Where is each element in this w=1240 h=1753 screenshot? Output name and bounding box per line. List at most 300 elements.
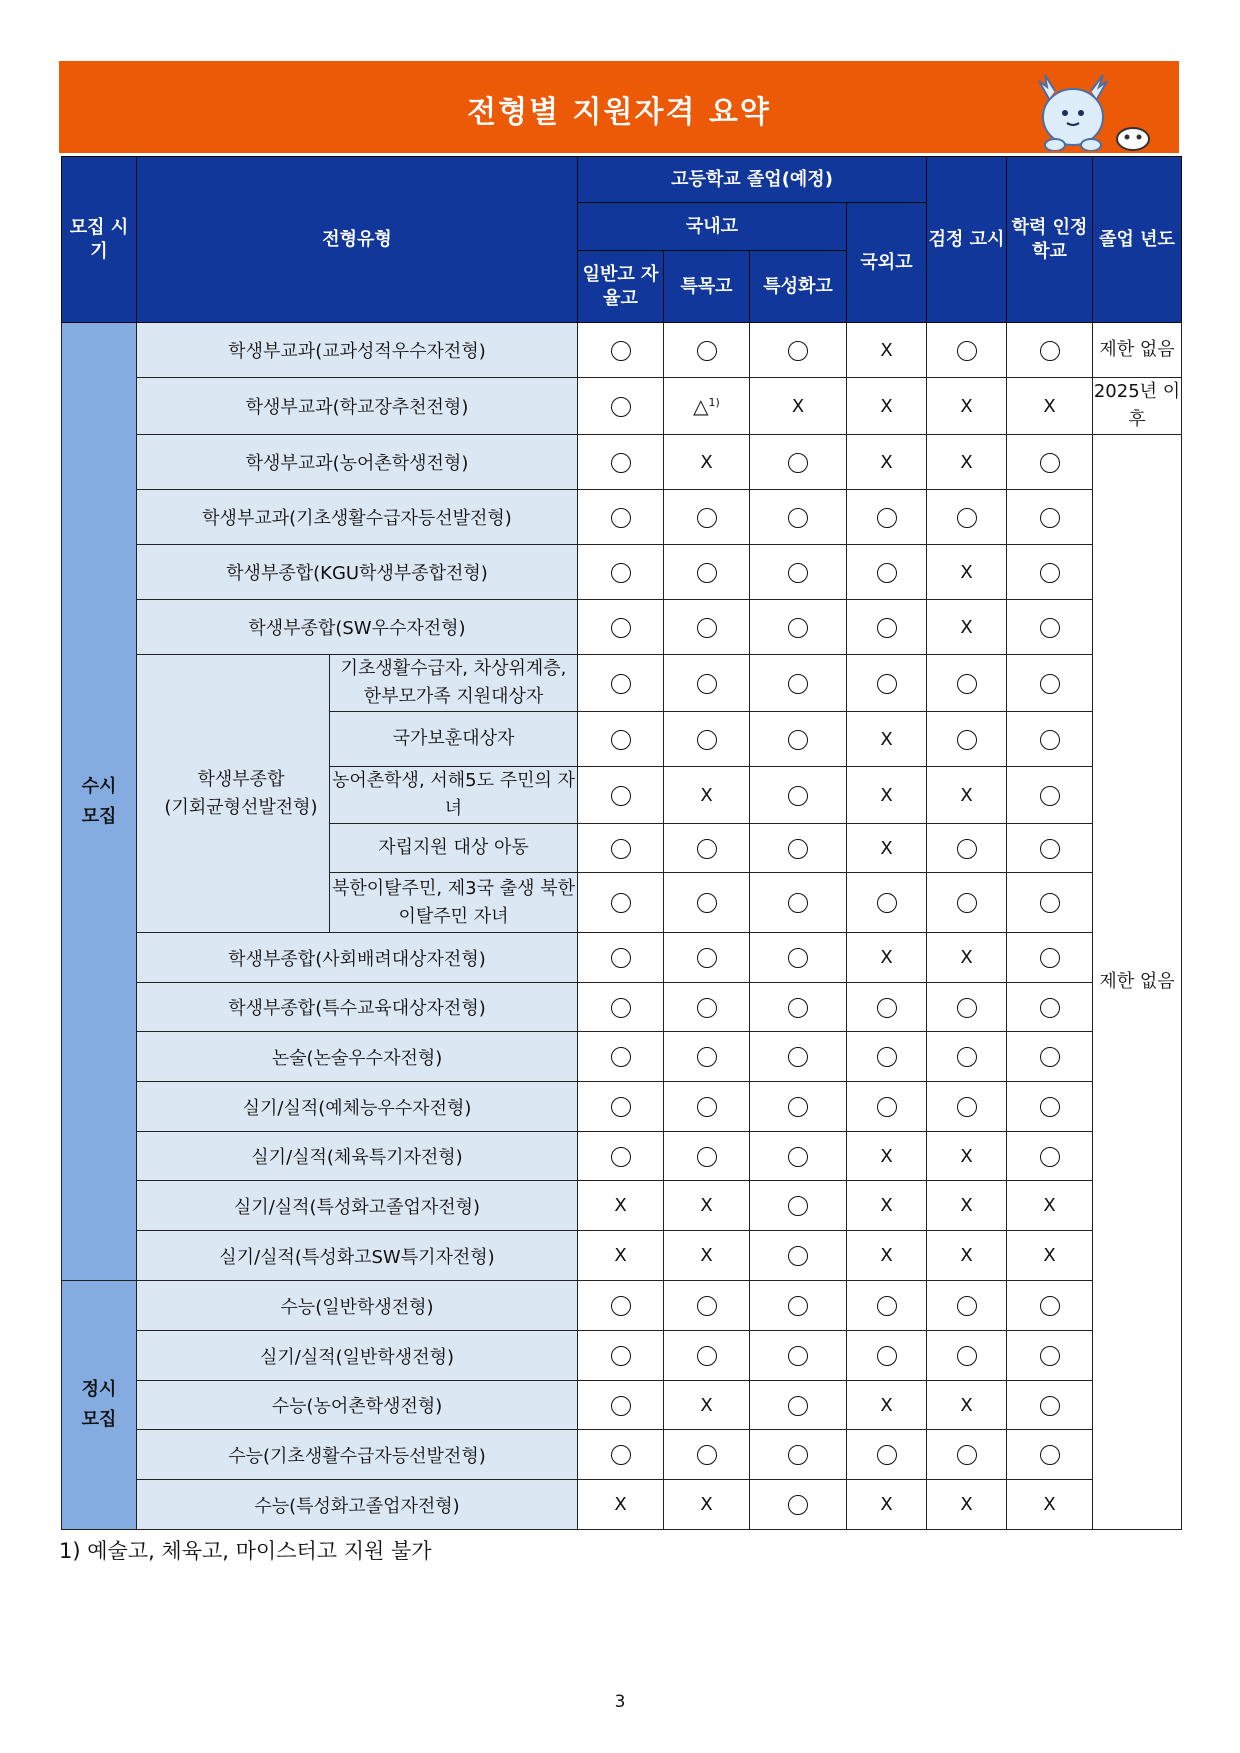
header-period: 모집 시기 <box>62 157 137 323</box>
mark-cell <box>578 435 664 490</box>
x-mark: X <box>927 378 1007 435</box>
mark-cell <box>1007 1132 1093 1181</box>
x-mark: X <box>847 1381 927 1430</box>
mark-cell <box>578 1082 664 1132</box>
mark-cell <box>927 1032 1007 1082</box>
circle-mark <box>611 893 631 913</box>
mark-cell <box>750 323 847 378</box>
circle-mark <box>611 730 631 750</box>
circle-mark <box>957 998 977 1018</box>
circle-mark <box>788 730 808 750</box>
mark-cell <box>927 712 1007 767</box>
circle-mark <box>611 786 631 806</box>
circle-mark <box>1040 1396 1060 1416</box>
circle-mark <box>788 1495 808 1515</box>
circle-mark <box>697 948 717 968</box>
mark-cell <box>664 933 750 983</box>
footnote: 1) 예술고, 체육고, 마이스터고 지원 불가 <box>59 1539 432 1563</box>
circle-mark <box>1040 839 1060 859</box>
mark-cell <box>847 1032 927 1082</box>
mark-cell <box>664 1082 750 1132</box>
mark-cell <box>927 1430 1007 1480</box>
mark-cell <box>664 1132 750 1181</box>
mark-cell <box>1007 712 1093 767</box>
circle-mark <box>1040 453 1060 473</box>
table-row <box>62 1082 1182 1132</box>
table-row <box>62 545 1182 600</box>
header-ged: 검정 고시 <box>927 157 1007 323</box>
circle-mark <box>957 341 977 361</box>
mark-cell <box>847 1281 927 1331</box>
x-mark: X <box>927 1132 1007 1181</box>
type-label: 학생부교과(학교장추천전형) <box>137 378 578 435</box>
table-row <box>62 1430 1182 1480</box>
mark-cell <box>578 600 664 655</box>
circle-mark <box>1040 618 1060 638</box>
x-mark: X <box>847 712 927 767</box>
circle-mark <box>877 674 897 694</box>
table-row <box>62 1331 1182 1381</box>
x-mark: X <box>927 435 1007 490</box>
circle-mark <box>697 341 717 361</box>
mark-cell <box>750 712 847 767</box>
mark-cell <box>750 983 847 1032</box>
type-label: 실기/실적(예체능우수자전형) <box>137 1082 578 1132</box>
header-specialized: 특성화고 <box>750 251 847 323</box>
x-mark: X <box>1007 1181 1093 1231</box>
group-label: 학생부종합 (기회균형선발전형) <box>137 655 330 933</box>
mark-cell <box>664 1430 750 1480</box>
mark-cell <box>578 545 664 600</box>
circle-mark <box>957 1346 977 1366</box>
mark-cell <box>750 435 847 490</box>
circle-mark <box>697 839 717 859</box>
mark-cell <box>578 873 664 933</box>
table-row <box>62 933 1182 983</box>
circle-mark <box>877 1047 897 1067</box>
circle-mark <box>1040 508 1060 528</box>
circle-mark <box>697 998 717 1018</box>
circle-mark <box>957 1445 977 1465</box>
circle-mark <box>877 1097 897 1117</box>
mark-cell <box>847 1082 927 1132</box>
mark-cell <box>664 323 750 378</box>
mark-cell <box>578 1430 664 1480</box>
circle-mark <box>1040 1346 1060 1366</box>
circle-mark <box>957 839 977 859</box>
mark-cell <box>927 1281 1007 1331</box>
mark-cell <box>664 712 750 767</box>
mark-cell <box>1007 983 1093 1032</box>
x-mark: X <box>847 1132 927 1181</box>
circle-mark <box>788 674 808 694</box>
table-row <box>62 1132 1182 1181</box>
table-row <box>62 435 1182 490</box>
mark-cell <box>578 1381 664 1430</box>
mark-cell <box>750 1331 847 1381</box>
mark-cell <box>578 490 664 545</box>
mark-cell <box>664 600 750 655</box>
circle-mark <box>611 998 631 1018</box>
x-mark: X <box>578 1231 664 1281</box>
x-mark: X <box>927 933 1007 983</box>
circle-mark <box>788 341 808 361</box>
type-label: 실기/실적(특성화고SW특기자전형) <box>137 1231 578 1281</box>
header-general: 일반고 자율고 <box>578 251 664 323</box>
mark-cell <box>927 655 1007 712</box>
header-domestic: 국내고 <box>578 203 847 251</box>
circle-mark <box>788 1445 808 1465</box>
mark-cell <box>1007 873 1093 933</box>
circle-mark <box>957 1097 977 1117</box>
mark-cell <box>664 983 750 1032</box>
x-mark: X <box>664 1231 750 1281</box>
circle-mark <box>697 1445 717 1465</box>
x-mark: X <box>847 378 927 435</box>
mark-cell <box>750 1381 847 1430</box>
circle-mark <box>697 1047 717 1067</box>
table-body <box>62 323 1182 1530</box>
mark-cell <box>927 323 1007 378</box>
type-label: 수능(특성화고졸업자전형) <box>137 1480 578 1530</box>
circle-mark <box>1040 1147 1060 1167</box>
circle-mark <box>611 508 631 528</box>
circle-mark <box>877 563 897 583</box>
mark-cell <box>1007 1032 1093 1082</box>
mark-cell <box>750 767 847 824</box>
x-mark: X <box>578 1480 664 1530</box>
table-row <box>62 1181 1182 1231</box>
mark-cell <box>847 1430 927 1480</box>
circle-mark <box>697 1346 717 1366</box>
circle-mark <box>1040 341 1060 361</box>
circle-mark <box>1040 998 1060 1018</box>
type-label: 수능(농어촌학생전형) <box>137 1381 578 1430</box>
subtype-label: 기초생활수급자, 차상위계층, 한부모가족 지원대상자 <box>330 655 578 712</box>
x-mark: X <box>847 1480 927 1530</box>
mark-cell <box>578 1281 664 1331</box>
grad-year-cell: 제한 없음 <box>1093 323 1182 378</box>
circle-mark <box>611 1147 631 1167</box>
mark-cell <box>847 655 927 712</box>
x-mark: X <box>847 435 927 490</box>
header-type: 전형유형 <box>137 157 578 323</box>
circle-mark <box>788 839 808 859</box>
type-label: 실기/실적(일반학생전형) <box>137 1331 578 1381</box>
circle-mark <box>697 674 717 694</box>
circle-mark <box>957 508 977 528</box>
period-susi: 수시 모집 <box>62 323 137 1281</box>
mark-cell <box>1007 655 1093 712</box>
x-mark: X <box>664 1181 750 1231</box>
mark-cell <box>578 767 664 824</box>
circle-mark <box>788 1296 808 1316</box>
header-hs-grad: 고등학교 졸업(예정) <box>578 157 927 203</box>
mark-cell <box>750 1231 847 1281</box>
mark-cell <box>750 1132 847 1181</box>
type-label: 실기/실적(특성화고졸업자전형) <box>137 1181 578 1231</box>
type-label: 수능(기초생활수급자등선발전형) <box>137 1430 578 1480</box>
x-mark: X <box>927 1480 1007 1530</box>
table-row <box>62 490 1182 545</box>
mark-cell <box>664 1281 750 1331</box>
header-grad-year: 졸업 년도 <box>1093 157 1182 323</box>
circle-mark <box>957 1047 977 1067</box>
mark-cell <box>1007 1430 1093 1480</box>
circle-mark <box>1040 1296 1060 1316</box>
mark-cell <box>750 1480 847 1530</box>
mark-cell <box>750 600 847 655</box>
mark-cell <box>664 1331 750 1381</box>
circle-mark <box>1040 563 1060 583</box>
mark-cell <box>750 1032 847 1082</box>
circle-mark <box>788 1147 808 1167</box>
circle-mark <box>611 397 631 417</box>
table-row <box>62 1480 1182 1530</box>
mark-cell <box>1007 1082 1093 1132</box>
x-mark: X <box>927 1231 1007 1281</box>
circle-mark <box>788 563 808 583</box>
mark-cell <box>750 1181 847 1231</box>
circle-mark <box>1040 786 1060 806</box>
type-label: 수능(일반학생전형) <box>137 1281 578 1331</box>
x-mark: X <box>927 767 1007 824</box>
mascot-icon <box>1025 69 1155 151</box>
type-label: 실기/실적(체육특기자전형) <box>137 1132 578 1181</box>
mark-cell <box>578 323 664 378</box>
circle-mark <box>611 948 631 968</box>
x-mark: X <box>664 1381 750 1430</box>
mark-cell <box>1007 933 1093 983</box>
x-mark: X <box>927 545 1007 600</box>
circle-mark <box>1040 893 1060 913</box>
circle-mark <box>788 618 808 638</box>
circle-mark <box>1040 1097 1060 1117</box>
mark-cell <box>847 490 927 545</box>
x-mark: X <box>927 1381 1007 1430</box>
circle-mark <box>697 893 717 913</box>
mark-cell <box>1007 490 1093 545</box>
type-label: 학생부교과(농어촌학생전형) <box>137 435 578 490</box>
circle-mark <box>1040 1047 1060 1067</box>
mark-cell <box>847 545 927 600</box>
x-mark: X <box>750 378 847 435</box>
circle-mark <box>611 453 631 473</box>
mark-cell <box>750 933 847 983</box>
x-mark: X <box>847 1181 927 1231</box>
circle-mark <box>611 341 631 361</box>
page-number: 3 <box>614 1692 626 1712</box>
triangle-mark: △ <box>693 394 709 418</box>
header-special-purpose: 특목고 <box>664 251 750 323</box>
mark-cell <box>927 983 1007 1032</box>
circle-mark <box>877 1346 897 1366</box>
mark-cell <box>927 1082 1007 1132</box>
mark-cell <box>750 1430 847 1480</box>
mark-cell <box>927 490 1007 545</box>
circle-mark <box>957 674 977 694</box>
mark-cell <box>1007 1281 1093 1331</box>
circle-mark <box>611 839 631 859</box>
mark-cell <box>664 378 750 435</box>
type-label: 학생부종합(사회배려대상자전형) <box>137 933 578 983</box>
mark-cell <box>1007 323 1093 378</box>
mark-cell <box>664 1032 750 1082</box>
grad-year-cell: 제한 없음 <box>1093 435 1182 1530</box>
table-row <box>62 655 1182 712</box>
x-mark: X <box>1007 1231 1093 1281</box>
mark-cell <box>750 1082 847 1132</box>
mark-cell <box>578 655 664 712</box>
header-foreign: 국외고 <box>847 203 927 323</box>
circle-mark <box>788 1246 808 1266</box>
table-row <box>62 600 1182 655</box>
mark-cell <box>664 545 750 600</box>
mark-cell <box>750 490 847 545</box>
circle-mark <box>697 1097 717 1117</box>
circle-mark <box>1040 1445 1060 1465</box>
mark-cell <box>578 712 664 767</box>
circle-mark <box>788 1396 808 1416</box>
circle-mark <box>788 1196 808 1216</box>
subtype-label: 농어촌학생, 서해5도 주민의 자녀 <box>330 767 578 824</box>
mark-cell <box>1007 1381 1093 1430</box>
circle-mark <box>957 730 977 750</box>
mark-cell <box>927 1331 1007 1381</box>
circle-mark <box>697 618 717 638</box>
circle-mark <box>788 508 808 528</box>
circle-mark <box>957 1296 977 1316</box>
circle-mark <box>1040 674 1060 694</box>
mark-cell <box>664 824 750 873</box>
mark-cell <box>750 824 847 873</box>
table-row <box>62 378 1182 435</box>
triangle-note: 1) <box>708 396 720 409</box>
mark-cell <box>750 545 847 600</box>
circle-mark <box>788 998 808 1018</box>
mark-cell <box>664 873 750 933</box>
mark-cell <box>847 873 927 933</box>
eligibility-table <box>61 156 1182 1530</box>
type-label: 학생부교과(교과성적우수자전형) <box>137 323 578 378</box>
circle-mark <box>877 1296 897 1316</box>
mark-cell <box>1007 545 1093 600</box>
circle-mark <box>877 618 897 638</box>
circle-mark <box>611 1396 631 1416</box>
type-label: 논술(논술우수자전형) <box>137 1032 578 1082</box>
circle-mark <box>697 508 717 528</box>
circle-mark <box>611 618 631 638</box>
circle-mark <box>788 893 808 913</box>
circle-mark <box>611 1296 631 1316</box>
x-mark: X <box>927 1181 1007 1231</box>
x-mark: X <box>664 767 750 824</box>
circle-mark <box>611 1346 631 1366</box>
mark-cell <box>578 824 664 873</box>
circle-mark <box>788 1346 808 1366</box>
circle-mark <box>877 1445 897 1465</box>
circle-mark <box>788 1097 808 1117</box>
mark-cell <box>1007 824 1093 873</box>
type-label: 학생부교과(기초생활수급자등선발전형) <box>137 490 578 545</box>
circle-mark <box>788 948 808 968</box>
x-mark: X <box>664 435 750 490</box>
grad-year-cell: 2025년 이후 <box>1093 378 1182 435</box>
mark-cell <box>578 1331 664 1381</box>
mark-cell <box>847 983 927 1032</box>
mark-cell <box>750 873 847 933</box>
mark-cell <box>1007 600 1093 655</box>
mark-cell <box>1007 767 1093 824</box>
circle-mark <box>697 563 717 583</box>
circle-mark <box>697 1147 717 1167</box>
type-label: 학생부종합(특수교육대상자전형) <box>137 983 578 1032</box>
x-mark: X <box>1007 378 1093 435</box>
mark-cell <box>578 933 664 983</box>
mark-cell <box>847 600 927 655</box>
mark-cell <box>578 983 664 1032</box>
table-row <box>62 983 1182 1032</box>
mark-cell <box>1007 435 1093 490</box>
circle-mark <box>1040 730 1060 750</box>
type-label: 학생부종합(KGU학생부종합전형) <box>137 545 578 600</box>
circle-mark <box>1040 948 1060 968</box>
circle-mark <box>788 1047 808 1067</box>
circle-mark <box>877 998 897 1018</box>
mark-cell <box>578 378 664 435</box>
circle-mark <box>788 786 808 806</box>
circle-mark <box>957 893 977 913</box>
x-mark: X <box>847 933 927 983</box>
table-row <box>62 1381 1182 1430</box>
subtype-label: 북한이탈주민, 제3국 출생 북한이탈주민 자녀 <box>330 873 578 933</box>
x-mark: X <box>664 1480 750 1530</box>
table-row <box>62 323 1182 378</box>
subtype-label: 국가보훈대상자 <box>330 712 578 767</box>
circle-mark <box>611 1047 631 1067</box>
x-mark: X <box>847 767 927 824</box>
mark-cell <box>750 1281 847 1331</box>
x-mark: X <box>847 824 927 873</box>
mark-cell <box>1007 1331 1093 1381</box>
circle-mark <box>611 674 631 694</box>
table-row <box>62 1281 1182 1331</box>
title-banner <box>59 61 1179 153</box>
mark-cell <box>664 655 750 712</box>
circle-mark <box>697 1296 717 1316</box>
table-row <box>62 1231 1182 1281</box>
circle-mark <box>611 1445 631 1465</box>
x-mark: X <box>927 600 1007 655</box>
circle-mark <box>697 730 717 750</box>
header-accredited: 학력 인정 학교 <box>1007 157 1093 323</box>
mark-cell <box>750 655 847 712</box>
mark-cell <box>927 824 1007 873</box>
type-label: 학생부종합(SW우수자전형) <box>137 600 578 655</box>
x-mark: X <box>578 1181 664 1231</box>
mark-cell <box>578 1132 664 1181</box>
x-mark: X <box>1007 1480 1093 1530</box>
page-title: 전형별 지원자격 요약 <box>467 95 771 130</box>
circle-mark <box>877 893 897 913</box>
circle-mark <box>877 508 897 528</box>
mark-cell <box>927 873 1007 933</box>
table-row <box>62 1032 1182 1082</box>
circle-mark <box>788 453 808 473</box>
mark-cell <box>847 1331 927 1381</box>
mark-cell <box>664 490 750 545</box>
x-mark: X <box>847 323 927 378</box>
